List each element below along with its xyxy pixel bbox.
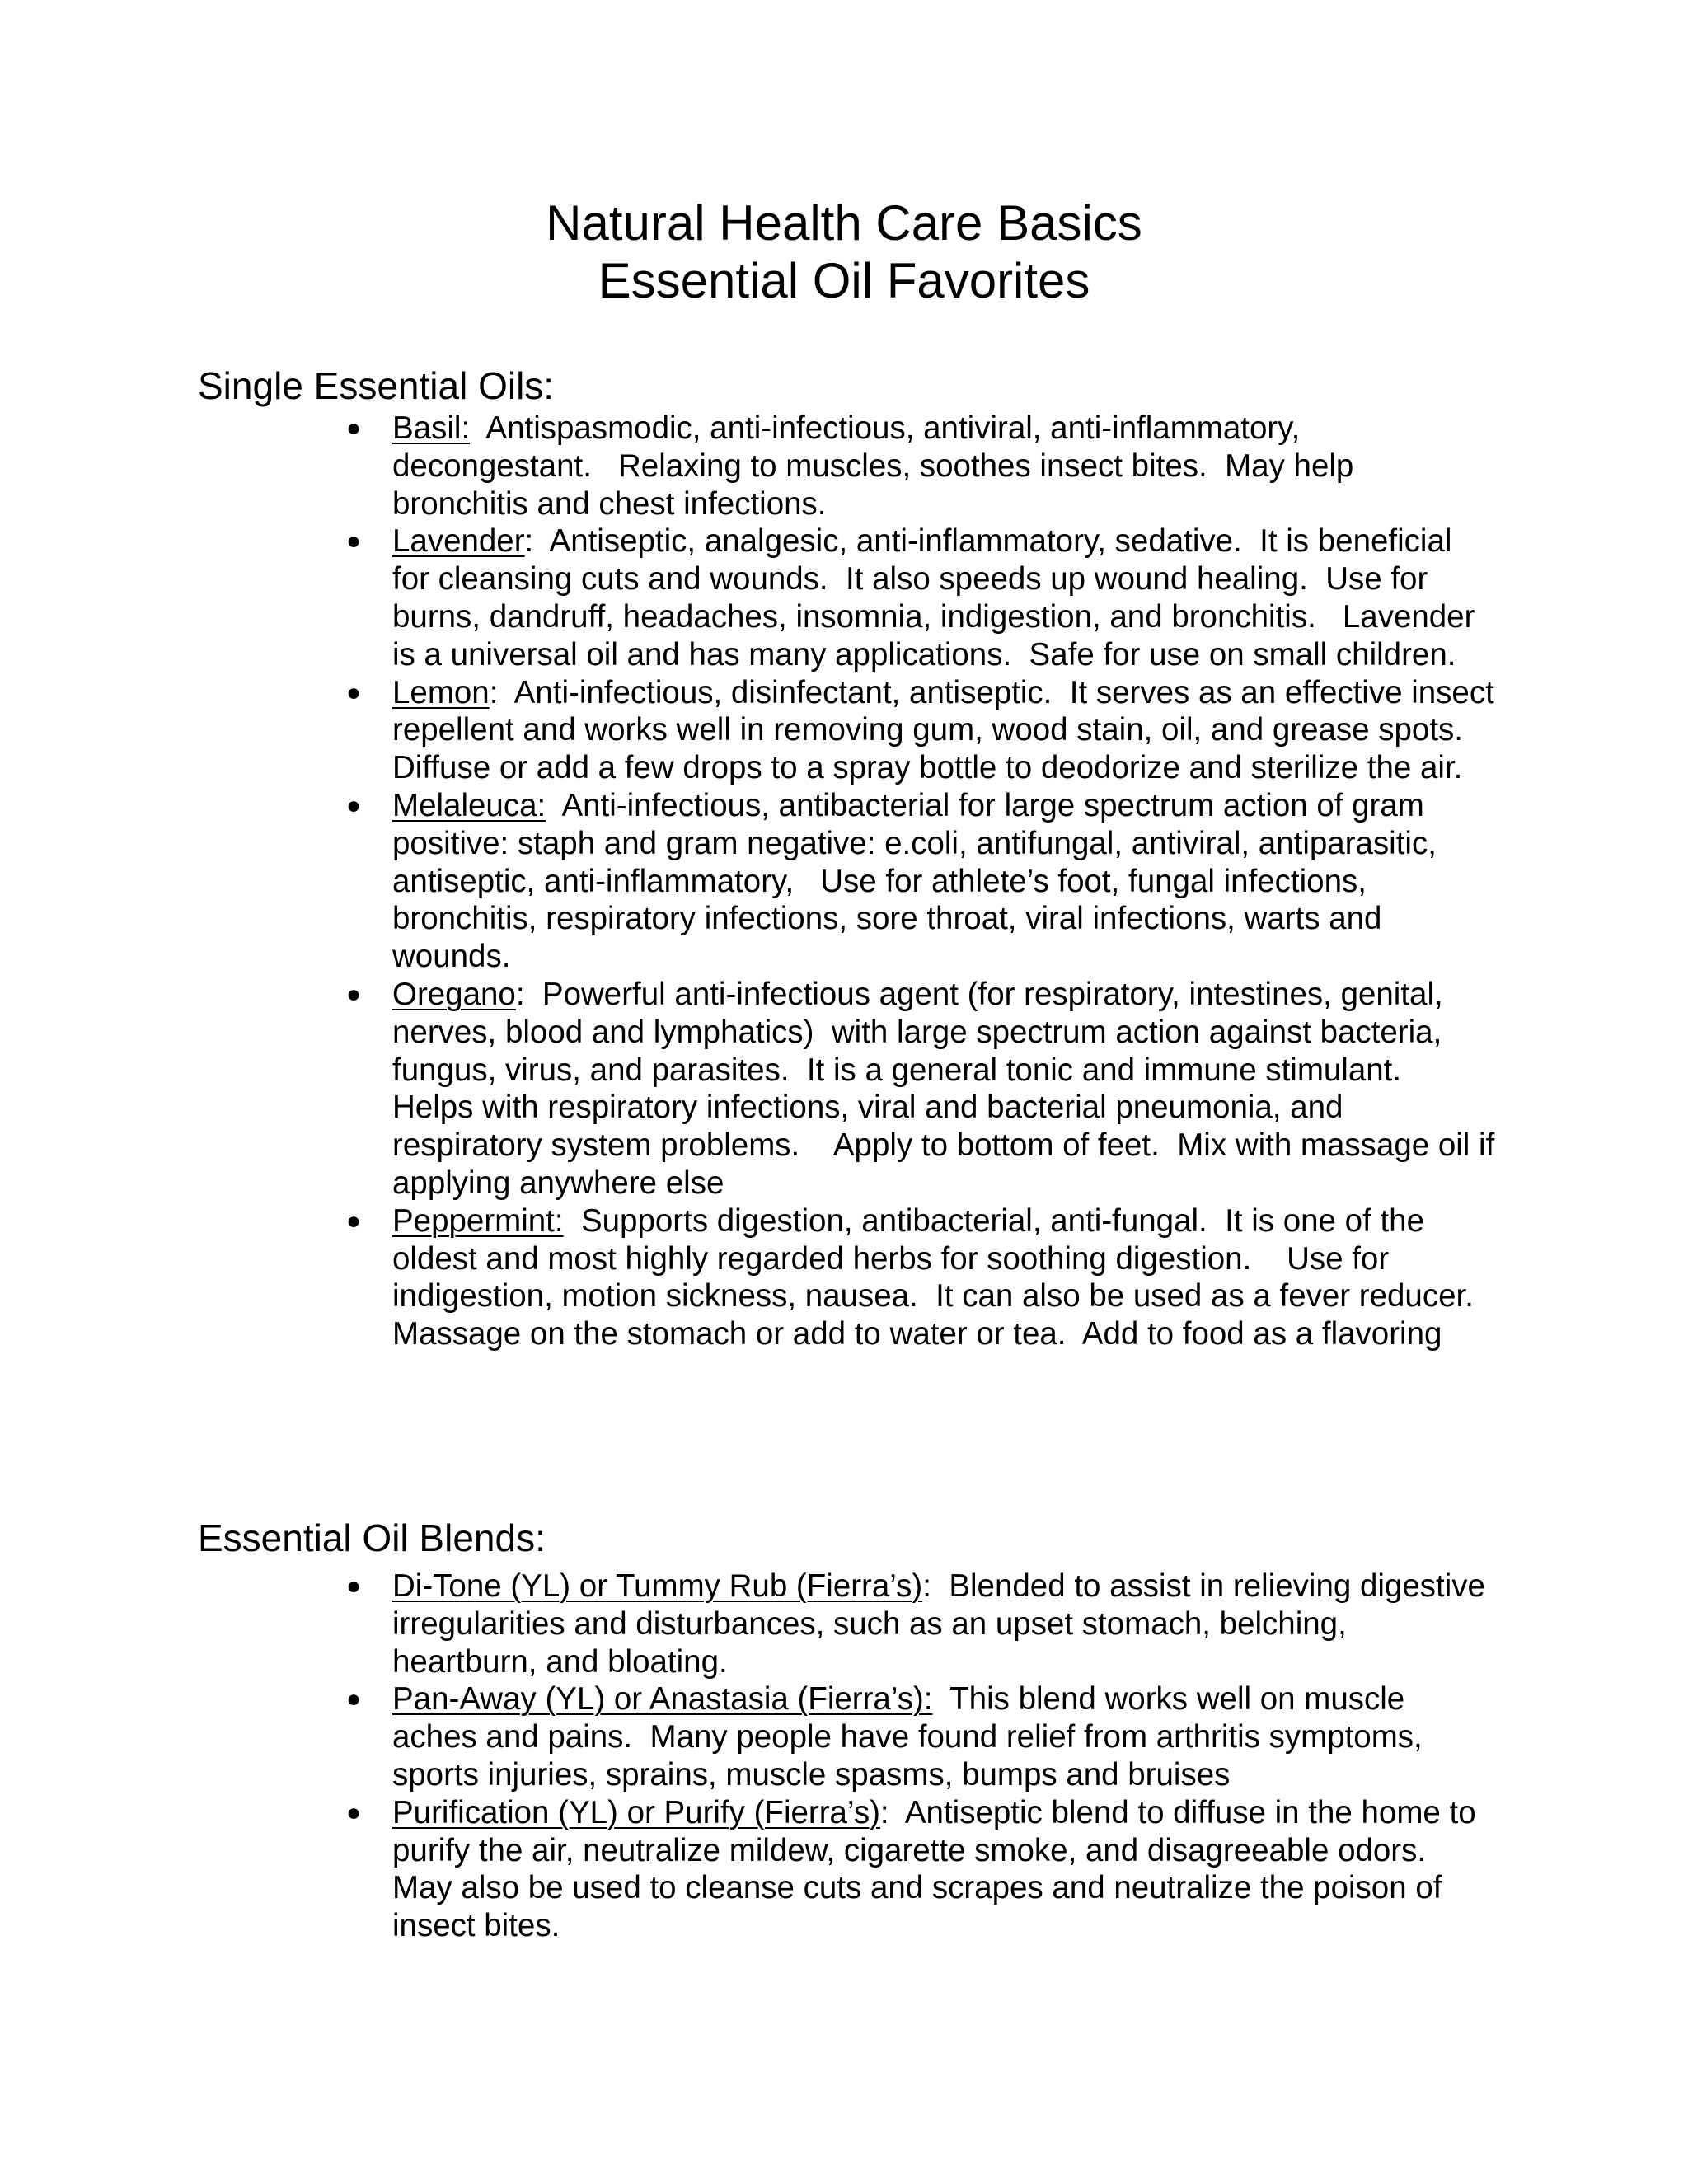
bullet-icon: ● xyxy=(346,415,362,442)
list-item-peppermint xyxy=(346,1202,1497,1353)
bullet-icon: ● xyxy=(346,791,362,819)
bullet-icon: ● xyxy=(346,1685,362,1713)
bullet-icon: ● xyxy=(346,527,362,555)
blend-description-pan-away: This blend works well on muscle aches and pains. Many people have found relief from arthritis symptoms, sports injuries, sprains, muscle spasms, bumps and bruises xyxy=(392,1681,1432,1793)
title-line-2: Essential Oil Favorites xyxy=(598,253,1090,308)
document-title xyxy=(0,194,1688,310)
single-oils-list xyxy=(346,410,1504,1353)
oil-description-basil: Antispasmodic, anti-infectious, antiviral, anti-inflammatory, decongestant. Relaxing to muscles, soothes insect bites. May help bronchitis and chest infections. xyxy=(392,410,1363,522)
oil-description-lemon: : Anti-infectious, disinfectant, antiseptic. It serves as an effective insect repellent and works well in removing gum, wood stain, oil, and grease spots. Diffuse or add a few drops to a spray bottle to deodorize and sterilize the air. xyxy=(392,674,1503,786)
list-item-purification xyxy=(346,1794,1497,1945)
blend-description-di-tone: : Blended to assist in relieving digestive irregularities and disturbances, such as an upset stomach, belching, heartburn, and bloating. xyxy=(392,1568,1494,1680)
list-item-lavender xyxy=(346,523,1497,673)
blend-name-pan-away: Pan-Away (YL) or Anastasia (Fierra’s): xyxy=(392,1681,933,1718)
section-heading-oil-blends: Essential Oil Blends: xyxy=(198,1516,546,1559)
list-item-oregano xyxy=(346,976,1504,1202)
list-item-lemon xyxy=(346,674,1503,787)
blend-name-di-tone: Di-Tone (YL) or Tummy Rub (Fierra’s) xyxy=(392,1568,923,1604)
oil-name-basil: Basil: xyxy=(392,410,471,446)
bullet-icon: ● xyxy=(346,980,362,1008)
list-item-basil xyxy=(346,410,1497,523)
oil-name-peppermint: Peppermint: xyxy=(392,1202,564,1239)
oil-name-lemon: Lemon xyxy=(392,674,490,710)
blend-name-purification: Purification (YL) or Purify (Fierra’s) xyxy=(392,1794,880,1830)
oil-name-melaleuca: Melaleuca: xyxy=(392,787,546,823)
oil-description-melaleuca: Anti-infectious, antibacterial for large spectrum action of gram positive: staph and gram negative: e.coli, antifungal, antiviral, antiparasitic, antiseptic, anti-inflammatory, Use for athlete’s foot, fungal infections, bronchitis, respiratory infections, sore throat, viral infections, warts and wounds. xyxy=(392,787,1446,975)
blend-description-purification: : Antiseptic blend to diffuse in the home to purify the air, neutralize mildew, cigarette smoke, and disagreeable odors. May also be used to cleanse cuts and scrapes and neutralize the poison of insect bites. xyxy=(392,1794,1485,1944)
section-heading-single-oils: Single Essential Oils: xyxy=(198,364,555,407)
bullet-icon: ● xyxy=(346,1798,362,1826)
oil-description-peppermint: Supports digestion, antibacterial, anti-fungal. It is one of the oldest and most highly regarded herbs for soothing digestion. Use for indigestion, motion sickness, nausea. It can also be used as a fever reducer. Massage on the stomach or add to water or tea. Add to food as a flavoring xyxy=(392,1202,1492,1352)
oil-name-oregano: Oregano xyxy=(392,976,516,1012)
bullet-icon: ● xyxy=(346,1207,362,1235)
list-item-di-tone xyxy=(346,1568,1497,1680)
list-item-melaleuca xyxy=(346,787,1497,976)
list-item-pan-away xyxy=(346,1680,1497,1793)
oil-name-lavender: Lavender xyxy=(392,523,525,560)
bullet-icon: ● xyxy=(346,1572,362,1600)
oil-blends-list xyxy=(346,1568,1497,1945)
bullet-icon: ● xyxy=(346,678,362,706)
oil-description-oregano: : Powerful anti-infectious agent (for respiratory, intestines, genital, nerves, blood and lymphatics) with large spectrum action against bacteria, fungus, virus, and parasites. It is a general tonic and immune stimulant. Helps with respiratory infections, viral and bacterial pneumonia, and respiratory system problems. Apply to bottom of feet. Mix with massage oil if applying anywhere else xyxy=(392,976,1504,1201)
title-line-1: Natural Health Care Basics xyxy=(546,195,1142,251)
oil-description-lavender: : Antiseptic, analgesic, anti-inflammatory, sedative. It is beneficial for cleansing cuts and wounds. It also speeds up wound healing. Use for burns, dandruff, headaches, insomnia, indigestion, and bronchitis. Lavender is a universal oil and has many applications. Safe for use on small children. xyxy=(392,523,1484,673)
